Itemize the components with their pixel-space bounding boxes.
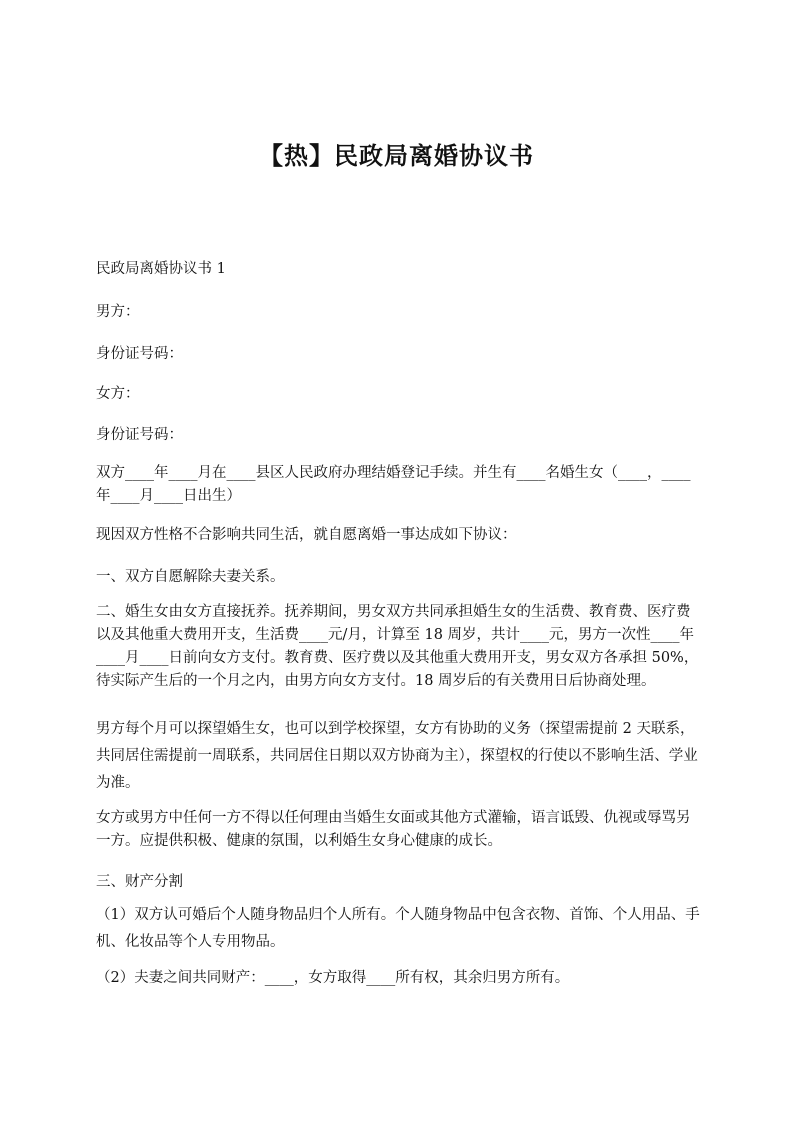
visitation-paragraph: 男方每个月可以探望婚生女，也可以到学校探望，女方有协助的义务（探望需提前 2 天联系，共同居住需提前一周联系，共同居住日期以双方协商为主），探望权的行使以不影响生活、学业为准。	[96, 721, 698, 791]
clause-2-custody: 二、婚生女由女方直接抚养。抚养期间，男女双方共同承担婚生女的生活费、教育费、医疗费以及其他重大费用开支，生活费____元/月，计算至 18 周岁，共计____元，男方一次性____年____月____日前向女方支付。教育费、医疗费以及其他重大费用开支，男女双方各承担 50%，待实际产生后的一个月之内，由男方向女方支付。18 周岁后的有关费用日后协商处理。	[96, 604, 699, 689]
clause-3-heading: 三、财产分割	[96, 874, 183, 890]
property-item-1: （1）双方认可婚后个人随身物品归个人所有。个人随身物品中包含衣物、首饰、个人用品、手机、化妆品等个人专用物品。	[96, 907, 700, 950]
clause-1: 一、双方自愿解除夫妻关系。	[96, 569, 285, 585]
female-id-label: 身份证号码：	[96, 427, 183, 443]
male-id-label: 身份证号码：	[96, 346, 183, 362]
female-party-label: 女方：	[96, 386, 140, 402]
document-title: 【热】民政局离婚协议书	[259, 142, 534, 170]
male-party-label: 男方：	[96, 304, 140, 320]
property-item-2: （2）夫妻之间共同财产：____，女方取得____所有权，其余归男方所有。	[96, 970, 570, 986]
conduct-paragraph: 女方或男方中任何一方不得以任何理由当婚生女面或其他方式灌输，语言诋毁、仇视或辱骂另一方。应提供积极、健康的氛围，以利婚生女身心健康的成长。	[96, 810, 691, 849]
section-heading: 民政局离婚协议书 1	[96, 261, 226, 277]
divorce-reason-paragraph: 现因双方性格不合影响共同生活，就自愿离婚一事达成如下协议：	[96, 527, 517, 543]
marriage-info-paragraph: 双方____年____月在____县区人民政府办理结婚登记手续。并生有____名婚生女（____，____年____月____日出生）	[96, 465, 691, 504]
